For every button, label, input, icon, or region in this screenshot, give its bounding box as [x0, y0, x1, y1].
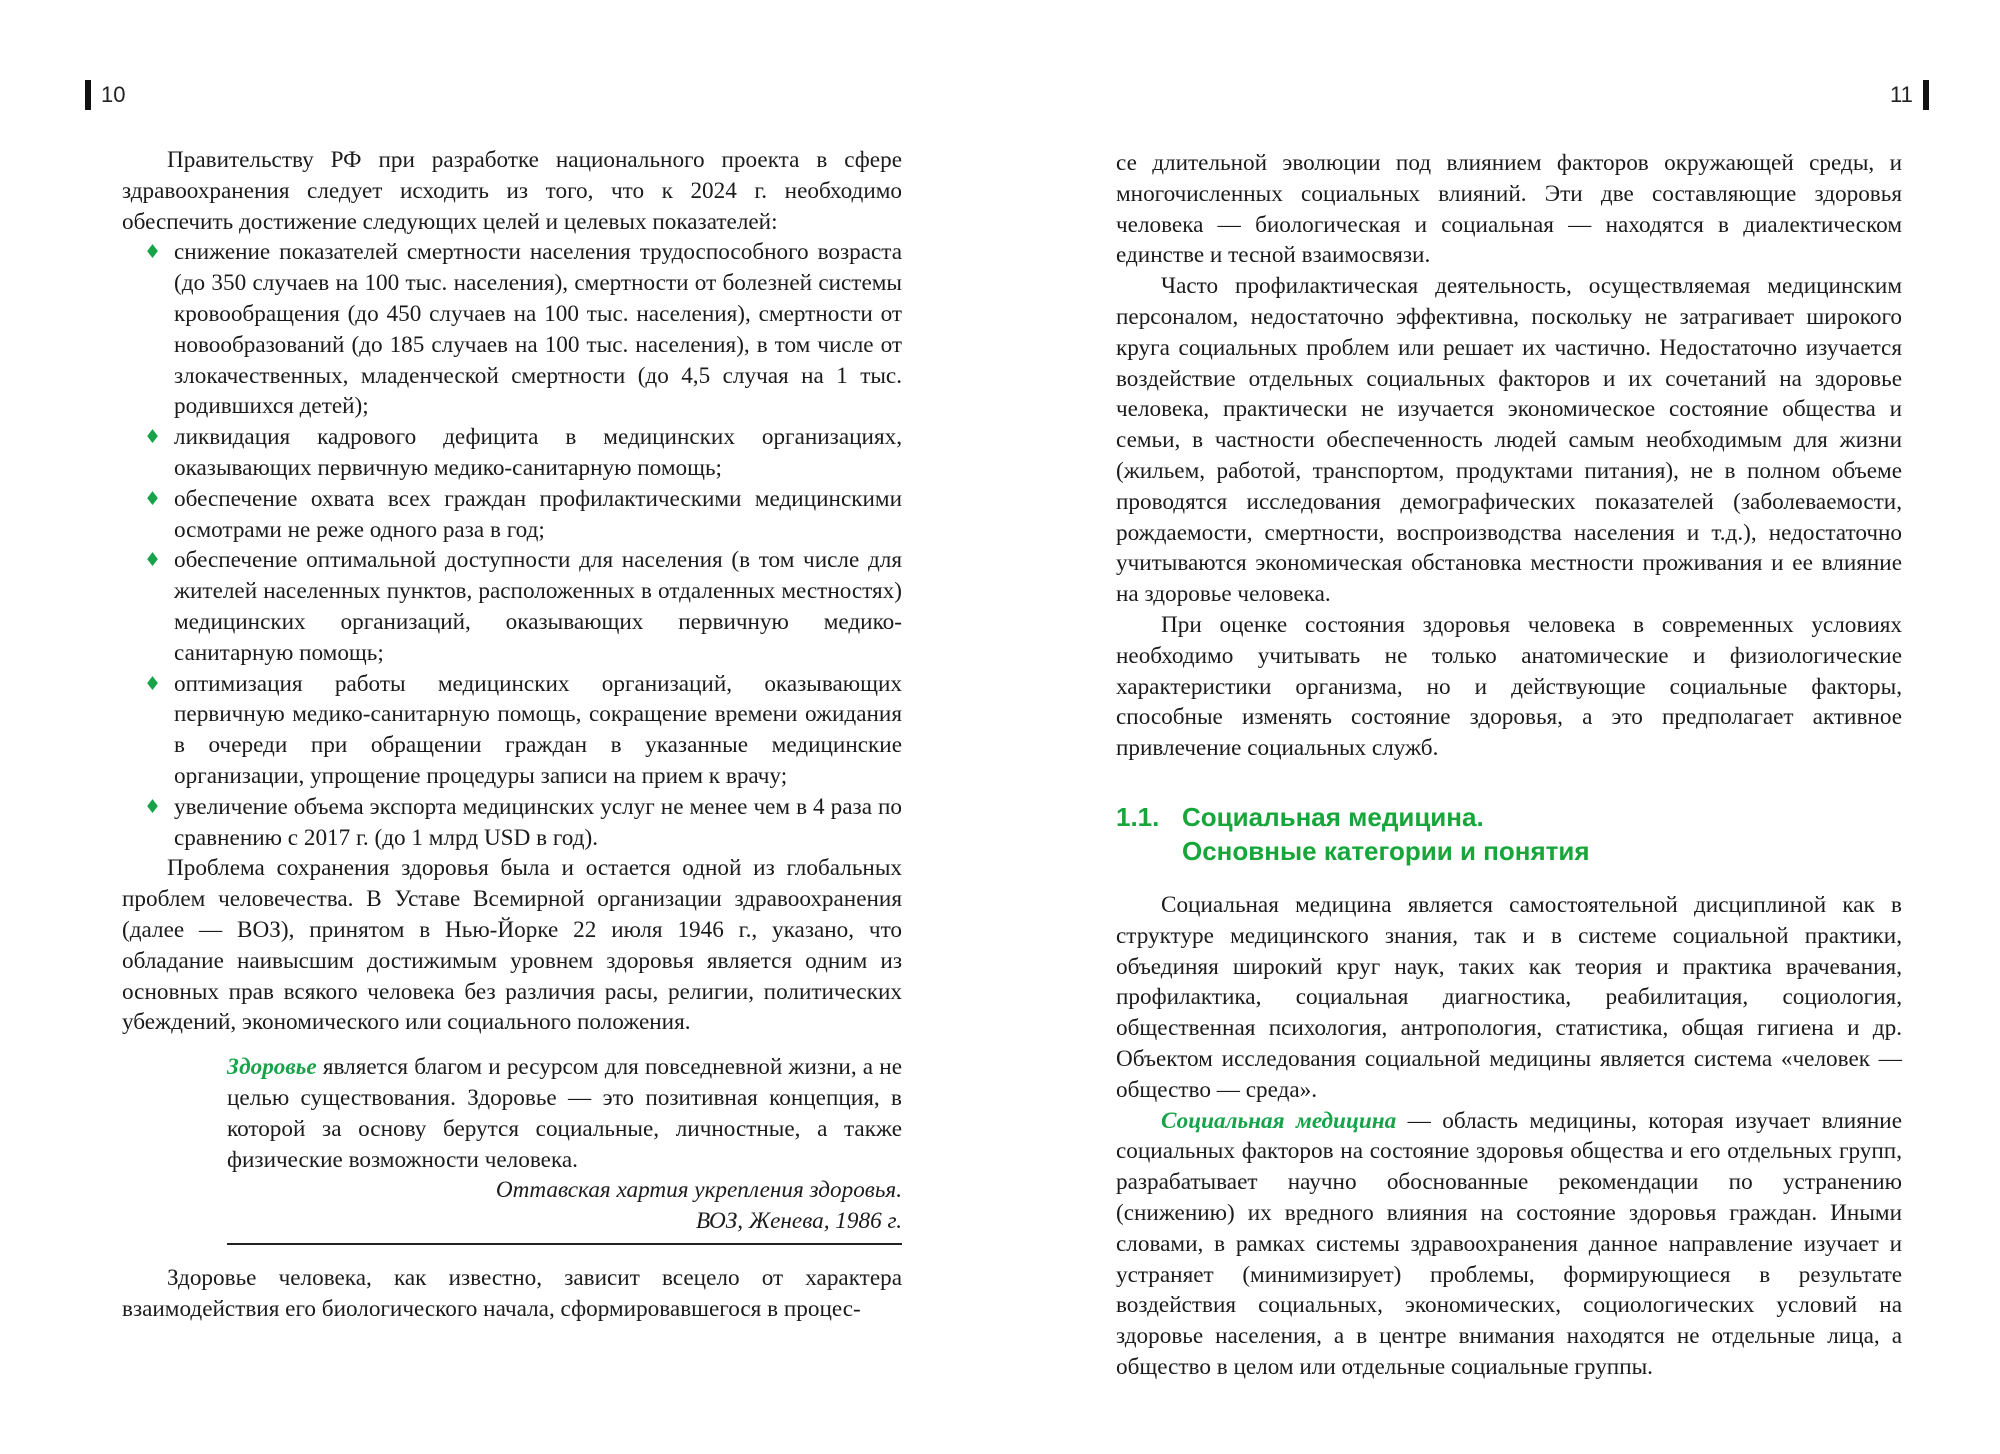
quote-source-line1: Оттавская хартия укрепления здоровья.: [495, 1177, 902, 1204]
diamond-bullet-icon: ♦: [144, 426, 162, 449]
page-number-left: [85, 80, 125, 110]
quote-term: Здоровье: [227, 1054, 317, 1081]
diamond-bullet-icon: ♦: [144, 795, 162, 818]
quote-body: является благом и ресурсом для повседневной жизни, а не целью существования. Здоровье — это позитивная концепция, в которой за основу берутся социальные, личностные, а также физические возможности человека.: [227, 1054, 902, 1173]
prevention-paragraph: Часто профилактическая деятельность, осуществляемая медицинским персоналом, недостаточно эффективна, поскольку не затрагивает широкого круга социальных проблем или решает их частично. Недостаточно изучается воздействие отдельных социальных факторов и их сочетаний на здоровье человека, практически не изучается экономическое состояние общества и семьи, в частности обеспеченность людей самым необходимым для жизни (жильем, работой, транспортом, продуктами питания), не в полном объеме проводятся исследования демографических показателей (заболеваемости, рождаемости, смертности, воспроизводства населения и т.д.), недостаточно учитываются экономическая обстановка местности проживания и ее влияние на здоровье человека.: [1116, 273, 1902, 608]
discipline-paragraph: Социальная медицина является самостоятельной дисциплиной как в структуре медицинского знания, так и в системе социальной практики, объединяя широкий круг наук, таких как теория и практика врачевания, профилактика, социальная диагностика, реабилитация, социология, общественная психология, антропология, статистика, общая гигиена и др. Объектом исследования социальной медицины является система «человек — общество — среда».: [1116, 891, 1902, 1103]
section-title-line1: Социальная медицина.: [1182, 801, 1484, 832]
left-column: [122, 145, 902, 1324]
quote-divider: [227, 1243, 902, 1245]
definition-term: Социальная медицина: [1161, 1107, 1397, 1134]
section-heading: [1116, 800, 1902, 868]
right-column: [1116, 148, 1902, 1383]
page-marker-bar: [1923, 80, 1929, 110]
definition-body: — область медицины, которая изучает влияние социальных факторов на состояние здоровья общества и его отдельных групп, разрабатывает научно обоснованные рекомендации по устранению (снижению) их вредного влияния на состояние здоровья граждан. Иными словами, в рамках системы здравоохранения данное направление изучает и устраняет (минимизирует) проблемы, формирующиеся в результате воздействия социальных, экономических, социологических условий на здоровье населения, а в центре внимания находятся не отдельные лица, а общество в целом или отдельные социальные группы.: [1116, 1107, 1902, 1380]
list-item: ♦ обеспечение оптимальной доступности для населения (в том числе для жителей населенных пунктов, расположенных в отдаленных местностях) медицинских организаций, оказывающих первичную медико-санитарную помощь;: [144, 547, 902, 666]
biology-paragraph: Здоровье человека, как известно, зависит всецело от характера взаимодействия его биологического начала, сформировавшегося в процес-: [122, 1264, 902, 1322]
list-item: ♦ увеличение объема экспорта медицинских услуг не менее чем в 4 раза по сравнению с 2017 г. (до 1 млрд USD в год).: [144, 793, 902, 851]
diamond-bullet-icon: ♦: [144, 549, 162, 572]
right-page: [1000, 0, 2000, 1454]
health-definition-quote: [227, 1052, 902, 1237]
diamond-bullet-icon: ♦: [144, 241, 162, 264]
page-number-text: 10: [101, 82, 126, 107]
intro-paragraph: Правительству РФ при разработке национального проекта в сфере здравоохранения следует исходить из того, что к 2024 г. необходимо обеспечить достижение следующих целей и целевых показателей:: [122, 147, 902, 235]
section-title: [1182, 800, 1590, 868]
continuation-paragraph: се длительной эволюции под влиянием факторов окружающей среды, и многочисленных социальных влияний. Эти две составляющие здоровья человека — биологическая и социальная — находятся в диалектическом единстве и тесной взаимосвязи.: [1116, 150, 1902, 269]
list-item: ♦ обеспечение охвата всех граждан профилактическими медицинскими осмотрами не реже одного раза в год;: [144, 485, 902, 543]
diamond-bullet-icon: ♦: [144, 672, 162, 695]
list-item: ♦ ликвидация кадрового дефицита в медицинских организациях, оказывающих первичную медико-санитарную помощь;: [144, 424, 902, 481]
section-title-line2: Основные категории и понятия: [1182, 835, 1590, 866]
page-number-right: [1890, 80, 1929, 110]
goals-list: [122, 237, 902, 853]
definition-paragraph: [1116, 1106, 1902, 1383]
diamond-bullet-icon: ♦: [144, 487, 162, 510]
list-item: ♦ оптимизация работы медицинских организаций, оказывающих первичную медико-санитарную помощь, сокращение времени ожидания в очереди при обращении граждан в указанные медицинские организации, упрощение процедуры записи на прием к врачу;: [144, 670, 902, 789]
assessment-paragraph: При оценке состояния здоровья человека в современных условиях необходимо учитывать не только анатомические и физиологические характеристики организма, но и действующие социальные факторы, способные изменять состояние здоровья, а это предполагает активное привлечение социальных служб.: [1116, 611, 1902, 762]
quote-text: [227, 1052, 902, 1175]
quote-source-line2: ВОЗ, Женева, 1986 г.: [695, 1208, 902, 1235]
section-number: 1.1.: [1116, 801, 1160, 832]
list-item: ♦ снижение показателей смертности населения трудоспособного возраста (до 350 случаев на 100 тыс. населения), смертности от болезней системы кровообращения (до 450 случаев на 100 тыс. населения), смертности от новообразований (до 185 случаев на 100 тыс. населения), в том числе от злокачественных, младенческой смертности (до 4,5 случая на 1 тыс. родившихся детей);: [144, 239, 902, 420]
problem-paragraph: Проблема сохранения здоровья была и остается одной из глобальных проблем человечества. В Уставе Всемирной организации здравоохранения (далее — ВОЗ), принятом в Нью-Йорке 22 июля 1946 г., указано, что обладание наивысшим достижимым уровнем здоровья является одним из основных прав всякого человека без различия расы, религии, политических убеждений, экономического или социального положения.: [122, 855, 902, 1036]
page-marker-bar: [85, 80, 91, 110]
page-number-text: 11: [1890, 82, 1913, 107]
